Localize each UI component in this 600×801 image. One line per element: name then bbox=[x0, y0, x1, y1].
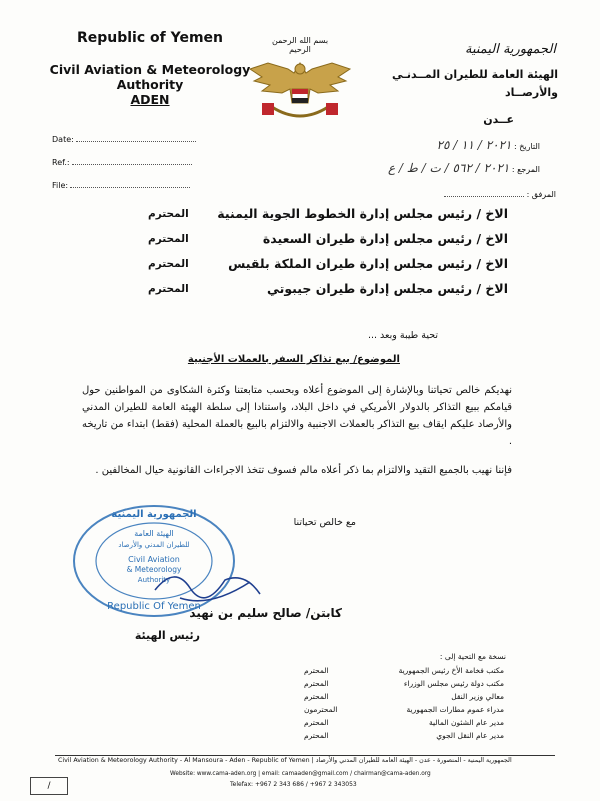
cc-item-1 bbox=[304, 666, 504, 675]
page-number-box: / bbox=[30, 777, 68, 795]
cc-item-3-honorific: المحترم bbox=[304, 692, 329, 701]
english-country-title: Republic of Yemen bbox=[76, 30, 224, 46]
signatory-title: رئيس الهيئة bbox=[134, 629, 200, 642]
cc-item-5-text: مدير عام الشئون المالية bbox=[429, 718, 504, 727]
english-authority-label: Civil Aviation & Meteorology Authority bbox=[49, 62, 251, 92]
subject-line: الموضوع/ بيع تذاكر السفر بالعملات الأجنبية bbox=[187, 354, 400, 365]
seal-en1: Civil Aviation bbox=[128, 555, 180, 564]
cc-item-3-text: معالي وزير النقل bbox=[451, 692, 504, 701]
cc-item-5-honorific: المحترم bbox=[304, 718, 329, 727]
arabic-ref-label: المرجع : bbox=[511, 165, 540, 174]
cc-item-3 bbox=[304, 692, 504, 701]
english-city-label: ADEN bbox=[130, 92, 170, 107]
greeting: تحية طيبة وبعد ... bbox=[367, 330, 438, 341]
recipient-4: الاخ / رئيس مجلس إدارة طيران جيبوتي bbox=[266, 281, 508, 296]
basmala: بسم الله الرحمن الرحيم bbox=[271, 36, 329, 54]
cc-item-2-honorific: المحترم bbox=[304, 679, 329, 688]
seal-line1: الهيئة العامة bbox=[134, 529, 174, 538]
arabic-date-value: ٢٠٢١ / ١١ / ٢٥ bbox=[436, 138, 512, 152]
arabic-attach-field bbox=[444, 190, 556, 199]
arabic-authority-line2: والأرصــاد bbox=[504, 86, 558, 99]
ref-label: Ref.: bbox=[52, 158, 70, 167]
recipient-4-honorific: المحترم bbox=[148, 283, 189, 295]
footer-address: Civil Aviation & Meteorology Authority - Al Mansoura - Aden - Republic of Yemen | الجمهورية اليمنية - المنصورة - عدن - الهيئة العامة للطيران المدني والأرصاد bbox=[58, 757, 512, 764]
cc-item-5 bbox=[304, 718, 504, 727]
body-paragraph-2: فإننا نهيب بالجميع التقيد والالتزام بما ذكر أعلاه مالم فسوف تتخذ الاجراءات القانونية حيال المخالفين . bbox=[95, 465, 512, 476]
cc-item-4-text: مدراء عموم مطارات الجمهورية bbox=[406, 705, 504, 714]
handwritten-signature bbox=[150, 560, 270, 610]
english-ref-field bbox=[52, 158, 192, 167]
signatory-name: كابتن/ صالح سليم بن نهيد bbox=[189, 606, 342, 620]
recipient-1: الاخ / رئيس مجلس إدارة الخطوط الجوية اليمنية bbox=[217, 206, 508, 221]
seal-en3: Authority bbox=[137, 576, 171, 584]
arabic-authority-line1: الهيئة العامة للطيران المــدنـي bbox=[391, 68, 558, 81]
cc-item-4-honorific: المحترمون bbox=[304, 705, 338, 714]
cc-item-1-text: مكتب فخامة الأخ رئيس الجمهورية bbox=[398, 666, 504, 675]
cc-item-4 bbox=[304, 705, 504, 714]
file-label: File: bbox=[52, 181, 69, 190]
body-paragraph-1: نهديكم خالص تحياتنا وبالإشارة إلى الموضوع أعلاه وبحسب متابعتنا وكثرة الشكاوى من المواطنين حول قيامكم ببيع التذاكر بالدولار الأمريكي في داخل البلاد، واستنادا إلى سلطة الهيئة العامة للطيران المدني والأرصاد عليكم ايقاف بيع التذاكر بالعملات الاجنبية والالتزام بالبيع بالعملة المحلية (فقط) ابتداء من تاريخه . bbox=[82, 385, 512, 447]
footer-telefax: Telefax: +967 2 343 686 / +967 2 343053 bbox=[230, 781, 357, 788]
cc-item-6-text: مدير عام النقل الجوي bbox=[436, 731, 504, 740]
recipient-1-honorific: المحترم bbox=[148, 208, 189, 220]
footer-divider bbox=[55, 755, 555, 756]
cc-item-1-honorific: المحترم bbox=[304, 666, 329, 675]
arabic-ref-field bbox=[388, 161, 540, 175]
arabic-authority-name bbox=[328, 66, 558, 102]
arabic-attach-label: المرفق : bbox=[526, 190, 556, 199]
arabic-date-label: التاريخ : bbox=[513, 142, 540, 151]
english-date-field bbox=[52, 135, 196, 144]
cc-item-2-text: مكتب دولة رئيس مجلس الوزراء bbox=[403, 679, 504, 688]
recipient-3: الاخ / رئيس مجلس إدارة طيران الملكة بلقيس bbox=[228, 256, 508, 271]
seal-line2: للطيران المدني والأرصاد bbox=[118, 541, 190, 549]
recipient-3-honorific: المحترم bbox=[148, 258, 189, 270]
footer-website-email: Website: www.cama-aden.org | email: camaaden@gmail.com / chairman@cama-aden.org bbox=[170, 771, 431, 777]
seal-en2: & Meteorology bbox=[126, 565, 182, 574]
arabic-date-field bbox=[437, 138, 540, 152]
arabic-city-label: عــدن bbox=[483, 113, 514, 126]
recipient-2: الاخ / رئيس مجلس إدارة طيران السعيدة bbox=[262, 231, 508, 246]
seal-bottom-text: Republic Of Yemen bbox=[107, 601, 201, 612]
english-authority-name bbox=[45, 62, 255, 107]
cc-item-2 bbox=[304, 679, 504, 688]
recipient-2-honorific: المحترم bbox=[148, 233, 189, 245]
arabic-ref-value: ٢٠٢١ / ٥٦٢ / ت / ط / ع bbox=[387, 161, 510, 175]
cc-item-6 bbox=[304, 731, 504, 740]
english-file-field bbox=[52, 181, 190, 190]
date-label: Date: bbox=[52, 135, 74, 144]
cc-heading: نسخة مع التحية إلى : bbox=[439, 652, 506, 661]
arabic-country-title: الجمهورية اليمنية bbox=[464, 42, 556, 57]
cc-item-6-honorific: المحترم bbox=[304, 731, 329, 740]
closing-line: مع خالص تحياتنا bbox=[293, 517, 356, 528]
seal-top-text: الجمهورية اليمنية bbox=[111, 509, 197, 520]
